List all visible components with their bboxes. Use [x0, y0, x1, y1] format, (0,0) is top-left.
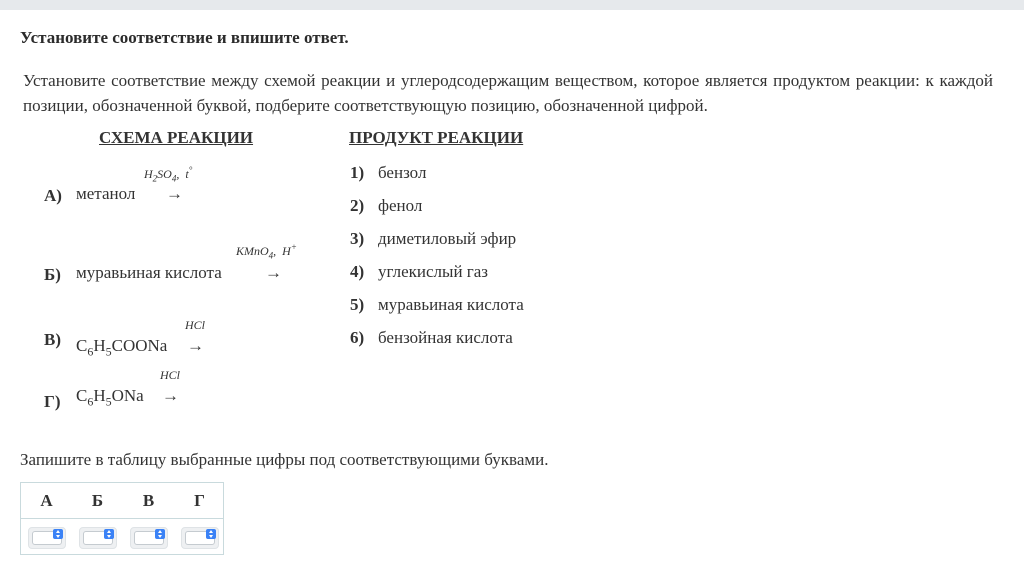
header-reaction-product: ПРОДУКТ РЕАКЦИИ	[349, 128, 524, 147]
reaction-reactant-b: муравьиная кислота	[76, 263, 222, 282]
product-number: 3)	[350, 229, 365, 248]
reaction-arrow-v: →	[187, 336, 204, 355]
reaction-arrow-a: →	[166, 184, 183, 203]
product-number: 4)	[350, 262, 365, 281]
select-arrows-icon	[155, 529, 165, 539]
answer-select-v[interactable]	[130, 527, 168, 549]
product-number: 2)	[350, 196, 365, 215]
select-arrows-icon	[104, 529, 114, 539]
reaction-condition-a: $H_2SO_4$, t°	[144, 165, 193, 184]
product-text: бензол	[378, 163, 427, 182]
select-arrows-icon	[53, 529, 63, 539]
top-bar	[0, 0, 1024, 10]
reaction-letter-g: Г)	[44, 392, 61, 411]
product-text: диметиловый эфир	[378, 229, 517, 248]
reaction-reactant-g: $C_6H_5ONa$	[76, 386, 144, 409]
select-arrows-icon	[206, 529, 216, 539]
answer-instruction: Запишите в таблицу выбранные цифры под соответствующими буквами.	[20, 450, 549, 469]
product-text: муравьиная кислота	[378, 295, 524, 314]
reaction-condition-b: KMnO$_4$, H+	[236, 242, 297, 261]
answer-table	[20, 482, 224, 555]
reaction-reactant-v: $C_6H_5COONa$	[76, 336, 168, 359]
answer-select-a[interactable]	[28, 527, 66, 549]
reaction-letter-v: В)	[44, 330, 61, 349]
product-text: углекислый газ	[378, 262, 489, 281]
task-title: Установите соответствие и впишите ответ.	[20, 28, 349, 47]
reaction-condition-v: HCl	[185, 318, 206, 332]
answer-table-header-row	[21, 483, 223, 519]
reaction-letter-b: Б)	[44, 265, 61, 284]
answer-select-b[interactable]	[79, 527, 117, 549]
product-text: фенол	[378, 196, 423, 215]
reaction-reactant-a: метанол	[76, 184, 136, 203]
answer-column-header-b: Б	[91, 491, 104, 510]
product-number: 5)	[350, 295, 365, 314]
reaction-condition-g: HCl	[160, 368, 181, 382]
answer-column-header-v: В	[142, 491, 155, 510]
product-text: бензойная кислота	[378, 328, 513, 347]
reaction-arrow-g: →	[162, 386, 179, 405]
reaction-letter-a: А)	[44, 186, 62, 205]
product-number: 1)	[350, 163, 365, 182]
product-number: 6)	[350, 328, 365, 347]
reaction-arrow-b: →	[265, 263, 282, 282]
answer-column-header-g: Г	[194, 491, 205, 510]
answer-select-g[interactable]	[181, 527, 219, 549]
header-reaction-scheme: СХЕМА РЕАКЦИИ	[99, 128, 254, 147]
answer-column-header-a: А	[40, 491, 53, 510]
question-text: Установите соответствие между схемой реакции и углеродсодержащим веществом, которое является продуктом реакции: к каждой позиции, обозначенной буквой, подберите соответствующую позицию, обозначенной цифрой.	[23, 71, 993, 115]
